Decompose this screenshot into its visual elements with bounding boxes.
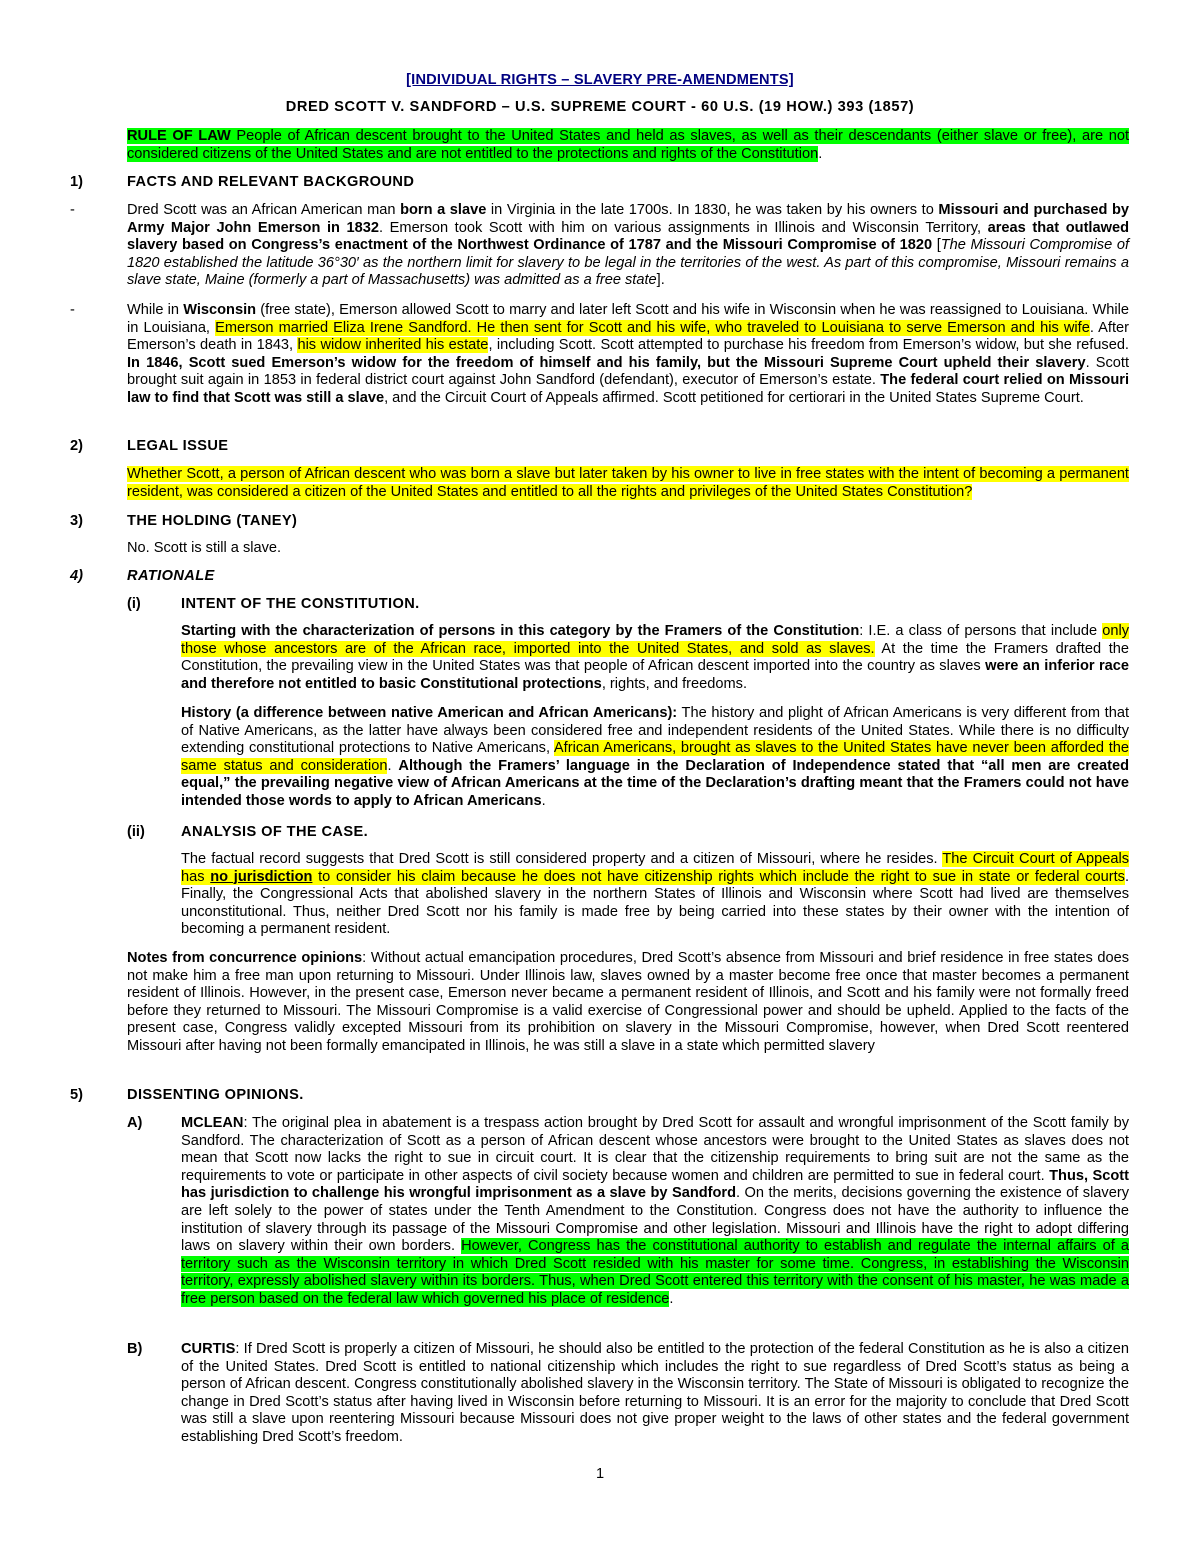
text-run: In 1846, Scott sued Emerson’s widow for the freedom of himself and his family, but the Missouri Supreme Court upheld their slavery <box>127 354 1086 371</box>
section-3-number: 3) <box>70 513 83 529</box>
section-5-title: DISSENTING OPINIONS. <box>127 1087 304 1103</box>
text-run: born a slave <box>400 202 487 218</box>
section-2-title: LEGAL ISSUE <box>127 438 229 454</box>
rule-of-law <box>127 128 1129 163</box>
text-run: At the time the Framers drafted the Constitution, the prevailing view in the United States was that people of African descent imported into the country as slaves <box>181 640 1129 675</box>
dissent-b-number: B) <box>127 1341 143 1357</box>
text-run: ]. <box>656 272 665 289</box>
text-run: African Americans, brought as slaves to the United States have never been afforded the same status and consideration <box>181 740 1129 774</box>
text-run: were an inferior race and therefore not entitled to basic Constitutional protections <box>181 658 1129 692</box>
text-run: . <box>387 757 399 774</box>
bullet-1-dash: - <box>70 202 75 218</box>
holding-text: No. Scott is still a slave. <box>127 540 282 556</box>
bullet-2-dash: - <box>70 302 75 318</box>
text-run: The Missouri Compromise of 1820 established the latitude 36°30′ as the northern limit for slavery to be legal in the territories of the west. As part of this compromise, Missouri remains a slave state, Maine (formerly a part of Massachusetts) was admitted as a free state <box>127 237 1130 289</box>
text-run: The history and plight of African Americans is very different from that of Native Americans, as the latter have always been considered free and independent residents of the United States. While there is no difficulty extending constitutional protections to Native Americans, <box>181 705 1129 757</box>
text-run: . After Emerson’s death in 1843, <box>127 319 1129 354</box>
text-run: Dred Scott was an African American man <box>127 202 401 218</box>
text-run: Wisconsin <box>183 302 257 318</box>
text-run: , and the Circuit Court of Appeals affirmed. Scott petitioned for certiorari in the United States Supreme Court. <box>384 389 1084 406</box>
text-run: [ <box>932 237 941 254</box>
text-run: Missouri and purchased by Army Major John Emerson in 1832 <box>127 202 1129 236</box>
legal-issue-text <box>127 466 1129 501</box>
text-run: While in <box>127 302 184 318</box>
facts-bullet-2 <box>127 302 1129 408</box>
subsection-ii-title: ANALYSIS OF THE CASE. <box>181 824 369 840</box>
text-run: The Circuit Court of Appeals has <box>181 851 1129 885</box>
text-run: . Finally, the Congressional Acts that abolished slavery in the northern States of Illinois and Wisconsin where Scott had lived are themselves unconstitutional. Thus, neither Dred Scott nor his family is made free by being carried into these states by their owner with the intention of becoming a permanent resident. <box>181 868 1129 938</box>
rule-text: People of African descent brought to the United States and held as slaves, as well as their descendants (either slave or free), are not considered citizens of the United States and are not entitled to the protections and rights of the Constitution <box>127 128 1130 162</box>
text-run: in Virginia in the late 1700s. In 1830, he was taken by his owners to <box>486 202 939 218</box>
text-run: However, Congress has the constitutional authority to establish and regulate the internal affairs of a territory such as the Wisconsin territory in which Dred Scott resided with his master for some time. Congress, in establishing the Wisconsin territory, expressly abolished slavery within its borders. Thus, when Dred Scott entered this territory with the consent of his master, he was made a free person based on the federal law which governed his place of residence <box>181 1238 1129 1307</box>
text-run: : If Dred Scott is properly a citizen of Missouri, he should also be entitled to the protection of the federal Constitution as he is also a citizen of the United States. Dred Scott is entitled to national citizenship which includes the right to sue regardless of Dred Scott’s status as being a person of African descent. Congress constitutionally abolished slavery in the Wisconsin territory. The State of Missouri is obligated to recognize the change in Dred Scott’s status after having lived in Wisconsin before returning to Missouri. It is an error for the majority to conclude that Dred Scott was still a slave upon reentering Missouri because Missouri does not give proper weight to the laws of other states and the federal government establishing Dred Scott’s freedom. <box>181 1341 1129 1445</box>
section-1-number: 1) <box>70 174 83 190</box>
text-run: . On the merits, decisions governing the existence of slavery are left solely to the power of states under the Tenth Amendment to the Constitution. Congress does not have the authority to influence the institution of slavery through its passage of the Missouri Compromise and other legislation. Missouri and Illinois have the right to adopt differing laws on slavery within their own borders. <box>181 1185 1129 1255</box>
text-run: only those whose ancestors are of the African race, imported into the United States, and sold as slaves. <box>181 623 1129 657</box>
text-run: The factual record suggests that Dred Scott is still considered property and a citizen of Missouri, where he resides. <box>181 851 943 867</box>
text-run: History (a difference between native American and African Americans): <box>181 705 678 721</box>
dissent-a-number: A) <box>127 1115 143 1131</box>
text-run: . Scott brought suit again in 1853 in federal district court against John Sandford (defendant), executor of Emerson’s estate. <box>127 354 1129 389</box>
subsection-ii-number: (ii) <box>127 824 145 840</box>
dissent-mclean <box>181 1115 1129 1309</box>
text-run: : The original plea in abatement is a trespass action brought by Dred Scott for assault and wrongful imprisonment of the Scott family by Sandford. The characterization of Scott as a person of African descent whose ancestors were brought to the United States as slaves does not mean that Scott now lacks the right to sue in circuit court. It is clear that the citizenship requirements to bring suit are not the same as the requirements to vote or participate in other aspects of civil society because women and children are permitted to sue in federal court. <box>181 1115 1129 1184</box>
text-run: Emerson married Eliza Irene Sandford. He then sent for Scott and his wife, who traveled to Louisiana to serve Emerson and his wife <box>215 319 1090 336</box>
text-run: (free state), Emerson allowed Scott to marry and later left Scott and his wife in Wisconsin when he was reassigned to Louisiana. While in Louisiana, <box>127 302 1129 336</box>
section-5-number: 5) <box>70 1087 83 1103</box>
text-run: Although the Framers’ language in the Declaration of Independence stated that “all men are created equal,” the prevailing negative view of African Americans at the time of the Declaration’s drafting meant that the Framers could not have intended those words to apply to African Americans <box>181 757 1129 809</box>
section-2-number: 2) <box>70 438 83 454</box>
text-run: Notes from concurrence opinions <box>127 950 363 966</box>
section-4-number: 4) <box>70 568 83 584</box>
text-run: no jurisdiction <box>210 868 313 885</box>
text-run: Whether Scott, a person of African descent who was born a slave but later taken by his owner to live in free states with the intent of becoming a permanent resident, was considered a citizen of the United States and entitled to all the rights and privileges of the United States Constitution? <box>127 466 1129 500</box>
dissent-curtis <box>181 1341 1129 1447</box>
text-run: Starting with the characterization of persons in this category by the Framers of the Constitution <box>181 623 860 639</box>
text-run: MCLEAN <box>181 1115 244 1131</box>
text-run: . <box>669 1290 674 1307</box>
category-title: [INDIVIDUAL RIGHTS – SLAVERY PRE-AMENDMENTS] <box>406 72 794 88</box>
analysis-paragraph <box>181 851 1129 939</box>
section-1-title: FACTS AND RELEVANT BACKGROUND <box>127 174 415 190</box>
rule-label: RULE OF LAW <box>127 128 231 144</box>
case-title: DRED SCOTT V. SANDFORD – U.S. SUPREME COURT - 60 U.S. (19 HOW.) 393 (1857) <box>285 99 915 115</box>
intent-paragraph-2 <box>181 705 1129 811</box>
text-run: . <box>541 792 546 809</box>
text-run: to consider his claim because he does not have citizenship rights which include the right to sue in state or federal courts <box>312 868 1125 885</box>
section-4-title: RATIONALE <box>127 568 215 584</box>
rule-end: . <box>818 145 823 162</box>
text-run: , including Scott. Scott attempted to purchase his freedom from Emerson’s widow, but she refused. <box>488 337 1129 354</box>
subsection-i-number: (i) <box>127 596 141 612</box>
concurrence-notes <box>127 950 1129 1056</box>
text-run: The federal court relied on Missouri law to find that Scott was still a slave <box>127 372 1129 406</box>
text-run: CURTIS <box>181 1341 236 1357</box>
text-run: : Without actual emancipation procedures, Dred Scott’s absence from Missouri and brief residence in free states does not make him a free man upon returning to Missouri. Under Illinois law, slaves owned by a master become free once that master becomes a permanent resident of Illinois. However, in the present case, Emerson never became a permanent resident of Illinois, and Scott and his family were not formally freed before they returned to Missouri. The Missouri Compromise is a valid exercise of Congressional power and should be upheld. Applied to the facts of the present case, Congress validly excepted Missouri from its prohibition on slavery in the Missouri Compromise, however, when Dred Scott reentered Missouri after having not been formally emancipated in Illinois, he was still a slave in a state which permitted slavery <box>127 950 1129 1054</box>
intent-paragraph-1 <box>181 623 1129 693</box>
text-run: areas that outlawed slavery based on Congress’s enactment of the Northwest Ordinance of 1787 and the Missouri Compromise of 1820 <box>127 219 1129 254</box>
section-3-title: THE HOLDING (TANEY) <box>127 513 298 529</box>
text-run: . Emerson took Scott with him on various assignments in Illinois and Wisconsin Territory, <box>379 219 988 236</box>
facts-bullet-1 <box>127 202 1129 290</box>
subsection-i-title: INTENT OF THE CONSTITUTION. <box>181 596 420 612</box>
text-run: : I.E. a class of persons that include <box>859 623 1103 639</box>
page-number: 1 <box>595 1466 605 1482</box>
text-run: Thus, Scott has jurisdiction to challenge his wrongful imprisonment as a slave by Sandford <box>181 1167 1129 1202</box>
text-run: , rights, and freedoms. <box>601 675 748 692</box>
text-run: his widow inherited his estate <box>297 337 489 354</box>
